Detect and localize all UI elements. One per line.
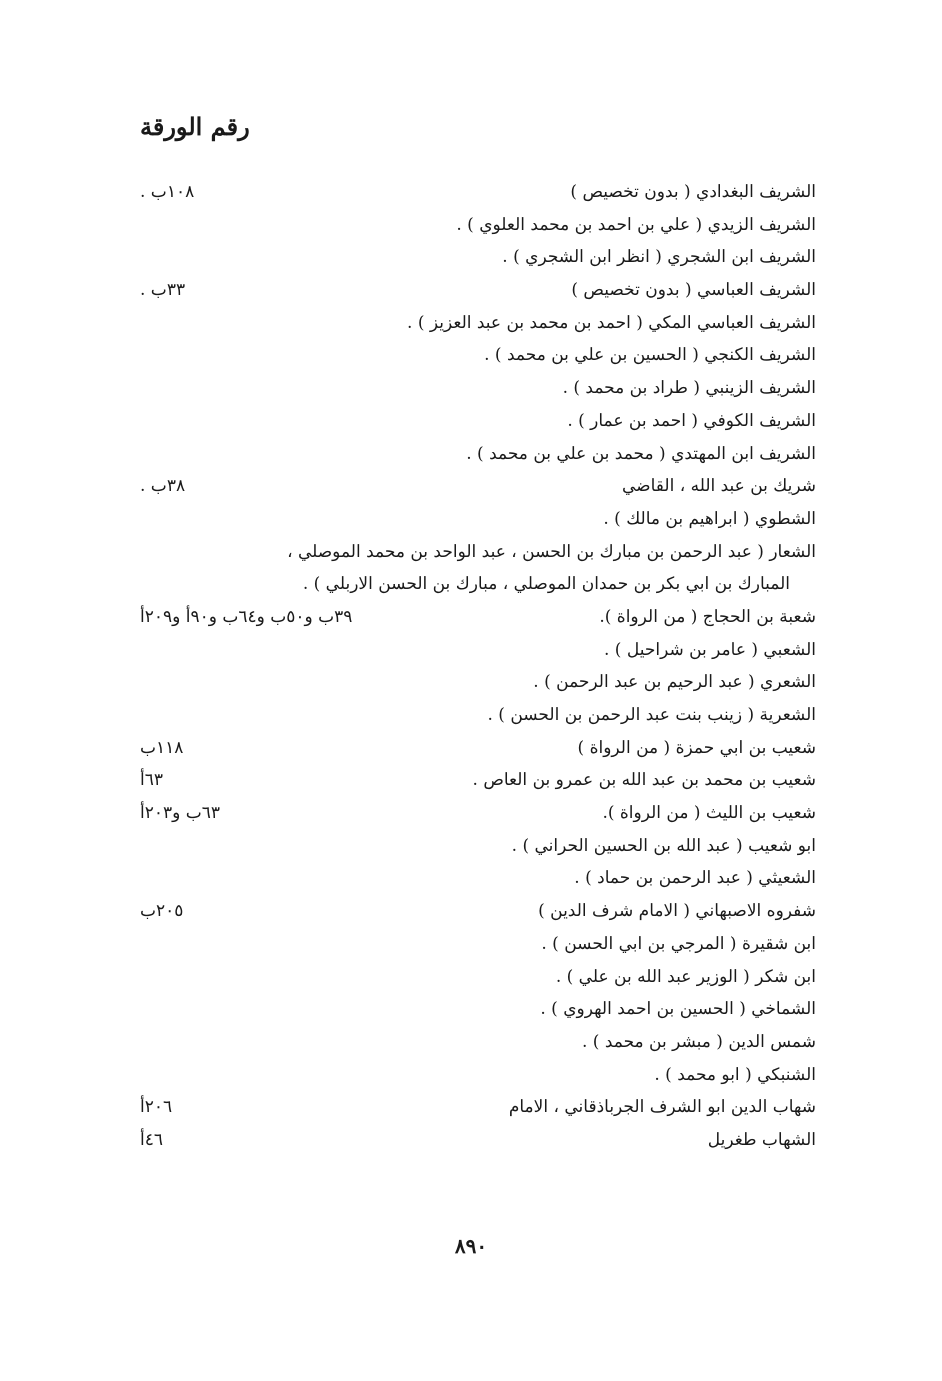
index-entry-row bbox=[140, 601, 816, 634]
index-entry-row bbox=[140, 764, 816, 797]
entry-name: ابن شقيرة ( المرجي بن ابي الحسن ) . bbox=[541, 933, 816, 954]
entry-name: الشنبكي ( ابو محمد ) . bbox=[654, 1064, 816, 1085]
entry-folio-reference: ٣٣ب . bbox=[140, 280, 186, 301]
entry-folio-reference: ٣٨ب . bbox=[140, 476, 186, 497]
index-entry-row bbox=[140, 928, 816, 961]
entry-name: الشعبي ( عامر بن شراحيل ) . bbox=[603, 639, 816, 660]
index-entry-row bbox=[140, 503, 816, 536]
entry-folio-reference: ٢٠٥ب bbox=[140, 901, 184, 922]
entry-name: الشريف الكوفي ( احمد بن عمار ) . bbox=[567, 410, 816, 431]
index-entry-row bbox=[140, 274, 816, 307]
index-entry-row bbox=[140, 372, 816, 405]
entry-name: شعيب بن الليث ( من الرواة ). bbox=[602, 803, 816, 824]
entry-name: شعيب بن ابي حمزة ( من الرواة ) bbox=[577, 737, 816, 758]
entry-name: شمس الدين ( مبشر بن محمد ) . bbox=[581, 1031, 816, 1052]
page-header-title: رقم الورقة bbox=[140, 112, 250, 141]
entry-name: الشريف الزينبي ( طراد بن محمد ) . bbox=[562, 378, 816, 399]
index-entry-row bbox=[140, 634, 816, 667]
entry-name: الشريف ابن المهتدي ( محمد بن علي بن محمد ) . bbox=[466, 443, 816, 464]
entry-name: شهاب الدين ابو الشرف الجرباذقاني ، الامام bbox=[508, 1097, 816, 1118]
entry-folio-reference: ٦٣ب و٢٠٣أ bbox=[140, 803, 221, 824]
entry-name: ابن شكر ( الوزير عبد الله بن علي ) . bbox=[555, 966, 816, 987]
entry-name: الشريف العباسي ( بدون تخصيص ) bbox=[571, 280, 816, 301]
entry-folio-reference: ٢٠٦أ bbox=[140, 1097, 173, 1118]
entry-name: شريك بن عبد الله ، القاضي bbox=[622, 476, 816, 497]
index-entry-row bbox=[140, 666, 816, 699]
index-entry-row bbox=[140, 961, 816, 994]
entry-name: الشريف العباسي المكي ( احمد بن محمد بن عبد العزيز ) . bbox=[407, 312, 816, 333]
entry-name: الشريف الكنجي ( الحسين بن علي بن محمد ) . bbox=[484, 345, 816, 366]
page-number: ٨٩٠ bbox=[454, 1234, 488, 1258]
index-entry-row bbox=[140, 830, 816, 863]
index-entry-row bbox=[140, 470, 816, 503]
entry-name: المبارك بن ابي بكر بن حمدان الموصلي ، مبارك بن الحسن الاربلي ) . bbox=[302, 574, 790, 595]
index-entry-row bbox=[140, 993, 816, 1026]
entry-name: ابو شعيب ( عبد الله بن الحسين الحراني ) . bbox=[511, 835, 816, 856]
entry-name: الشريف البغدادي ( بدون تخصيص ) bbox=[570, 182, 816, 202]
index-entry-row bbox=[140, 176, 816, 209]
entry-name: شعبة بن الحجاج ( من الرواة ). bbox=[599, 606, 816, 627]
index-entry-row bbox=[140, 1059, 816, 1092]
entry-folio-reference: ٣٩ب و٥٠ب و٦٤ب و٩٠أ و٢٠٩أ bbox=[140, 606, 353, 627]
index-entry-row bbox=[140, 241, 816, 274]
index-entry-row bbox=[140, 536, 816, 569]
entry-folio-reference: ١٠٨ب . bbox=[140, 182, 195, 202]
entry-name: الشريف الزيدي ( علي بن احمد بن محمد العلوي ) . bbox=[456, 214, 816, 235]
index-entry-row bbox=[140, 339, 816, 372]
index-entry-row bbox=[140, 307, 816, 340]
entry-name: الشطوي ( ابراهيم بن مالك ) . bbox=[603, 508, 816, 529]
entry-name: الشعيثي ( عبد الرحمن بن حماد ) . bbox=[574, 868, 816, 889]
entry-name: شعيب بن محمد بن عبد الله بن عمرو بن العاص . bbox=[472, 770, 816, 791]
index-entry-row bbox=[140, 438, 816, 471]
index-entry-row bbox=[140, 209, 816, 242]
entry-name: الشماخي ( الحسين بن احمد الهروي ) . bbox=[540, 999, 816, 1020]
index-entry-row bbox=[140, 895, 816, 928]
index-entries-list bbox=[140, 176, 816, 1157]
entry-folio-reference: ١١٨ب bbox=[140, 737, 184, 758]
index-entry-row bbox=[140, 1124, 816, 1157]
index-entry-row bbox=[140, 732, 816, 765]
entry-folio-reference: ٤٦أ bbox=[140, 1129, 163, 1150]
index-entry-row bbox=[140, 568, 816, 601]
entry-name: الشعري ( عبد الرحيم بن عبد الرحمن ) . bbox=[533, 672, 816, 693]
entry-name: الشعار ( عبد الرحمن بن مبارك بن الحسن ، عبد الواحد بن محمد الموصلي ، bbox=[287, 541, 816, 562]
entry-name: الشعرية ( زينب بنت عبد الرحمن بن الحسن ) . bbox=[487, 705, 816, 725]
index-entry-row bbox=[140, 1091, 816, 1124]
entry-folio-reference: ٦٣أ bbox=[140, 770, 163, 791]
index-entry-row bbox=[140, 699, 816, 732]
entry-name: الشريف ابن الشجري ( انظر ابن الشجري ) . bbox=[502, 247, 816, 268]
entry-name: شفروه الاصبهاني ( الامام شرف الدين ) bbox=[538, 901, 816, 922]
index-entry-row bbox=[140, 1026, 816, 1059]
index-entry-row bbox=[140, 405, 816, 438]
index-entry-row bbox=[140, 862, 816, 895]
index-entry-row bbox=[140, 797, 816, 830]
entry-name: الشهاب طغريل bbox=[707, 1129, 816, 1150]
